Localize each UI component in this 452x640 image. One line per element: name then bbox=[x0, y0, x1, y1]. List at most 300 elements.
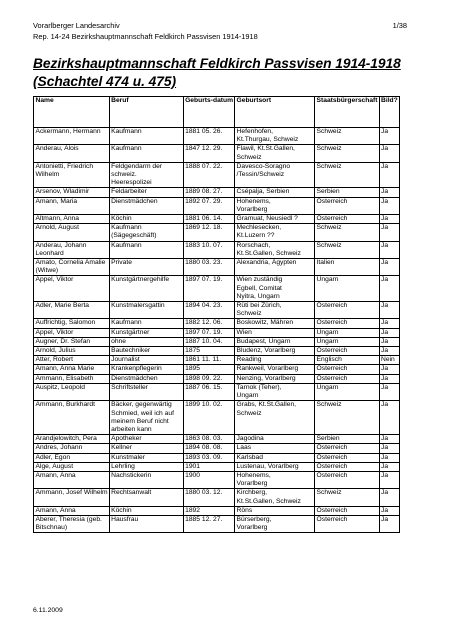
table-row bbox=[34, 128, 400, 145]
cell-staatsbuergerschaft bbox=[315, 515, 379, 532]
cell-beruf bbox=[109, 356, 183, 365]
cell-name bbox=[34, 215, 110, 224]
cell-beruf bbox=[109, 145, 183, 162]
cell-name bbox=[34, 259, 110, 276]
cell-line: Ja bbox=[381, 365, 389, 373]
cell-line: Ja bbox=[381, 506, 389, 514]
archive-name: Vorarlberger Landesarchiv bbox=[33, 21, 120, 30]
table-row bbox=[34, 337, 400, 346]
cell-geburtsort bbox=[235, 259, 315, 276]
cell-line: Köchin bbox=[111, 215, 132, 223]
cell-line: Österreich bbox=[316, 453, 348, 461]
column-header-name bbox=[34, 97, 110, 128]
cell-line: Schweiz bbox=[316, 128, 342, 135]
column-header-staatsbuergerschaft bbox=[315, 97, 379, 128]
cell-geburtsort bbox=[235, 489, 315, 506]
cell-line: Ja bbox=[381, 435, 389, 443]
cell-line: Lustenau, Vorarlberg bbox=[236, 462, 299, 470]
cell-staatsbuergerschaft bbox=[315, 365, 379, 374]
cell-line: 1899 10. 02. bbox=[185, 401, 223, 409]
cell-line: Private bbox=[111, 259, 132, 267]
cell-line: 1880 03. 23. bbox=[185, 259, 223, 267]
cell-line: Kt.Thurgau, Schweiz bbox=[236, 136, 299, 144]
cell-line: Kellner bbox=[111, 444, 132, 452]
cell-line: Österreich bbox=[316, 471, 348, 479]
cell-line: Rankweil, Vorarlberg bbox=[236, 365, 299, 373]
cell-geburtsort bbox=[235, 276, 315, 302]
cell-line: Hohenems, bbox=[236, 471, 271, 479]
cell-line: Rorschach, bbox=[236, 241, 271, 249]
cell-line: Ammann, Josef Wilhelm bbox=[35, 489, 108, 497]
cell-line: 1893 03. 09. bbox=[185, 453, 223, 461]
cell-beruf bbox=[109, 506, 183, 515]
cell-name bbox=[34, 276, 110, 302]
cell-line: meinem Beruf nicht bbox=[111, 417, 169, 425]
cell-bild bbox=[379, 401, 399, 435]
cell-line: Arnold, August bbox=[35, 224, 79, 232]
cell-geburtsort bbox=[235, 128, 315, 145]
cell-beruf bbox=[109, 347, 183, 356]
cell-line: Apotheker bbox=[111, 435, 142, 443]
cell-geburtsort bbox=[235, 453, 315, 462]
cell-staatsbuergerschaft bbox=[315, 259, 379, 276]
cell-staatsbuergerschaft bbox=[315, 197, 379, 214]
cell-geburtsdatum bbox=[183, 188, 234, 197]
cell-geburtsdatum bbox=[183, 356, 234, 365]
cell-line: 1897 07. 19. bbox=[185, 328, 223, 336]
cell-line: Bludenz, Vorarlberg bbox=[236, 347, 296, 355]
cell-line: 1892 bbox=[185, 506, 200, 514]
cell-geburtsdatum bbox=[183, 506, 234, 515]
cell-line: 1861 11. 11. bbox=[185, 356, 222, 364]
cell-bild bbox=[379, 365, 399, 374]
cell-line: Karlsbad bbox=[236, 453, 263, 461]
cell-staatsbuergerschaft bbox=[315, 328, 379, 337]
cell-bild bbox=[379, 471, 399, 488]
cell-line: Österreich bbox=[316, 347, 348, 355]
cell-line: schweiz. bbox=[111, 171, 137, 179]
cell-staatsbuergerschaft bbox=[315, 374, 379, 383]
cell-line: Nenzing, Vorarlberg bbox=[236, 374, 296, 382]
cell-line: Ungarn bbox=[316, 337, 339, 345]
cell-bild bbox=[379, 347, 399, 356]
cell-line: Vorarlberg bbox=[236, 205, 268, 213]
cell-geburtsort bbox=[235, 215, 315, 224]
table-body bbox=[34, 128, 400, 533]
column-header-line: datum bbox=[212, 97, 234, 104]
cell-line: Ja bbox=[381, 374, 389, 382]
cell-bild bbox=[379, 356, 399, 365]
cell-line: ohne bbox=[111, 337, 126, 345]
cell-line: Auspitz, Leopold bbox=[35, 383, 85, 391]
cell-line: Wien zuständig bbox=[236, 276, 283, 284]
cell-line: Vorarlberg bbox=[236, 524, 268, 532]
cell-geburtsdatum bbox=[183, 444, 234, 453]
cell-line: 1863 08. 03. bbox=[185, 435, 223, 443]
cell-geburtsdatum bbox=[183, 515, 234, 532]
cell-line: Ja bbox=[381, 276, 389, 284]
cell-geburtsort bbox=[235, 197, 315, 214]
column-header-line: Geburtsort bbox=[236, 97, 272, 104]
cell-line: Appel, Viktor bbox=[35, 276, 74, 284]
cell-name bbox=[34, 145, 110, 162]
cell-line: Nein bbox=[381, 356, 395, 364]
cell-line: Laas bbox=[236, 444, 252, 452]
table-row bbox=[34, 401, 400, 435]
table-row bbox=[34, 515, 400, 532]
table-row bbox=[34, 188, 400, 197]
cell-line: Ja bbox=[381, 128, 389, 135]
cell-line: Krankenpflegerin bbox=[111, 365, 162, 373]
cell-name bbox=[34, 515, 110, 532]
cell-line: Hefenhofen, bbox=[236, 128, 273, 135]
cell-geburtsdatum bbox=[183, 319, 234, 328]
cell-line: Aberer, Theresia (geb. bbox=[35, 515, 102, 523]
cell-geburtsort bbox=[235, 515, 315, 532]
cell-line: Ammann, Elisabeth bbox=[35, 374, 94, 382]
cell-line: Hohenems, bbox=[236, 197, 271, 205]
cell-geburtsort bbox=[235, 145, 315, 162]
cell-name bbox=[34, 302, 110, 319]
cell-staatsbuergerschaft bbox=[315, 347, 379, 356]
cell-line: Reading bbox=[236, 356, 262, 364]
cell-line: Ja bbox=[381, 162, 389, 170]
cell-line: Augner, Dr. Stefan bbox=[35, 337, 91, 345]
cell-geburtsort bbox=[235, 462, 315, 471]
cell-bild bbox=[379, 188, 399, 197]
cell-geburtsort bbox=[235, 365, 315, 374]
cell-line: Lehrling bbox=[111, 462, 135, 470]
cell-line: Schweiz bbox=[316, 489, 342, 497]
cell-name bbox=[34, 224, 110, 241]
cell-bild bbox=[379, 489, 399, 506]
cell-line: Alexandria, Ägypten bbox=[236, 259, 297, 267]
column-header-bild bbox=[379, 97, 399, 128]
cell-beruf bbox=[109, 453, 183, 462]
cell-line: Amann, Anna bbox=[35, 506, 76, 514]
table-row bbox=[34, 471, 400, 488]
cell-line: Ja bbox=[381, 489, 389, 497]
cell-geburtsdatum bbox=[183, 162, 234, 188]
cell-line: Dienstmädchen bbox=[111, 374, 158, 382]
cell-line: Ja bbox=[381, 259, 389, 267]
cell-staatsbuergerschaft bbox=[315, 383, 379, 400]
cell-geburtsort bbox=[235, 224, 315, 241]
cell-beruf bbox=[109, 224, 183, 241]
cell-line: Tarnok (Teher), bbox=[236, 383, 282, 391]
cell-line: Ja bbox=[381, 328, 389, 336]
cell-staatsbuergerschaft bbox=[315, 444, 379, 453]
cell-staatsbuergerschaft bbox=[315, 224, 379, 241]
column-header-line: Staats bbox=[316, 97, 337, 104]
cell-geburtsdatum bbox=[183, 365, 234, 374]
cell-line: 1901 bbox=[185, 462, 200, 470]
cell-line: Ja bbox=[381, 224, 389, 232]
cell-line: (Sägegeschäft) bbox=[111, 232, 157, 240]
cell-beruf bbox=[109, 128, 183, 145]
cell-line: Amato, Cornelia Amalie bbox=[35, 259, 106, 267]
cell-line: Ja bbox=[381, 471, 389, 479]
cell-name bbox=[34, 319, 110, 328]
cell-beruf bbox=[109, 515, 183, 532]
cell-line: Rechtsanwalt bbox=[111, 489, 152, 497]
cell-line: Kaufmann bbox=[111, 224, 142, 232]
cell-line: Csépalja, Serbien bbox=[236, 188, 290, 196]
cell-bild bbox=[379, 302, 399, 319]
cell-geburtsdatum bbox=[183, 383, 234, 400]
cell-bild bbox=[379, 224, 399, 241]
cell-line: 1875 bbox=[185, 347, 200, 355]
cell-line: Bürserberg, bbox=[236, 515, 272, 523]
cell-staatsbuergerschaft bbox=[315, 489, 379, 506]
table-row bbox=[34, 215, 400, 224]
table-row bbox=[34, 462, 400, 471]
cell-line: Österreich bbox=[316, 515, 348, 523]
cell-geburtsdatum bbox=[183, 471, 234, 488]
cell-line: Arnold, Julius bbox=[35, 347, 76, 355]
cell-bild bbox=[379, 145, 399, 162]
cell-geburtsort bbox=[235, 471, 315, 488]
cell-line: (Witwe) bbox=[35, 267, 59, 275]
cell-line: 1847 12. 29. bbox=[185, 145, 223, 153]
table-row bbox=[34, 319, 400, 328]
cell-line: Heerespolizei bbox=[111, 179, 152, 187]
cell-beruf bbox=[109, 241, 183, 258]
cell-line: Journalist bbox=[111, 356, 140, 364]
cell-line: Ja bbox=[381, 337, 389, 345]
cell-geburtsort bbox=[235, 337, 315, 346]
cell-bild bbox=[379, 444, 399, 453]
cell-geburtsort bbox=[235, 188, 315, 197]
cell-geburtsort bbox=[235, 374, 315, 383]
table-row bbox=[34, 145, 400, 162]
cell-geburtsdatum bbox=[183, 259, 234, 276]
table-row bbox=[34, 162, 400, 188]
cell-line: Schweiz bbox=[316, 401, 342, 409]
cell-line: Schmied, weil ich auf bbox=[111, 409, 174, 417]
cell-line: Schweiz bbox=[316, 241, 342, 249]
cell-line: Kunstmalersgattin bbox=[111, 302, 165, 310]
cell-line: Österreich bbox=[316, 462, 348, 470]
cell-line: Österreich bbox=[316, 506, 348, 514]
cell-line: Atter, Robert bbox=[35, 356, 74, 364]
cell-beruf bbox=[109, 365, 183, 374]
cell-geburtsort bbox=[235, 241, 315, 258]
cell-line: Ja bbox=[381, 444, 389, 452]
cell-staatsbuergerschaft bbox=[315, 453, 379, 462]
cell-name bbox=[34, 471, 110, 488]
cell-line: Budapest, Ungarn bbox=[236, 337, 291, 345]
cell-staatsbuergerschaft bbox=[315, 401, 379, 435]
cell-line: 1900 bbox=[185, 471, 200, 479]
cell-line: Ja bbox=[381, 319, 389, 327]
cell-line: Arandjelowitch, Pera bbox=[35, 435, 97, 443]
cell-beruf bbox=[109, 188, 183, 197]
table-row bbox=[34, 356, 400, 365]
cell-geburtsort bbox=[235, 506, 315, 515]
cell-line: Ja bbox=[381, 145, 389, 153]
cell-line: 1888 07. 22. bbox=[185, 162, 223, 170]
cell-geburtsdatum bbox=[183, 435, 234, 444]
cell-name bbox=[34, 188, 110, 197]
cell-line: Antonietti, Friedrich bbox=[35, 162, 94, 170]
cell-line: Leonhard bbox=[35, 249, 64, 257]
cell-staatsbuergerschaft bbox=[315, 128, 379, 145]
cell-line: arbeiten kann bbox=[111, 425, 152, 433]
cell-line: Schweiz bbox=[236, 153, 262, 161]
cell-geburtsort bbox=[235, 328, 315, 337]
cell-name bbox=[34, 162, 110, 188]
cell-bild bbox=[379, 328, 399, 337]
cell-line: Kunstgärtner bbox=[111, 328, 150, 336]
table-row bbox=[34, 259, 400, 276]
cell-line: Hausfrau bbox=[111, 515, 139, 523]
cell-beruf bbox=[109, 462, 183, 471]
cell-name bbox=[34, 444, 110, 453]
cell-line: 1895 bbox=[185, 365, 200, 373]
cell-line: Ja bbox=[381, 401, 389, 409]
cell-line: Köchin bbox=[111, 506, 132, 514]
cell-geburtsort bbox=[235, 383, 315, 400]
cell-line: Kt.St.Gallen, Schweiz bbox=[236, 497, 301, 505]
cell-line: 1898 09. 22. bbox=[185, 374, 223, 382]
cell-line: Österreich bbox=[316, 319, 348, 327]
cell-line: Ungarn bbox=[236, 392, 259, 400]
table-row bbox=[34, 435, 400, 444]
cell-geburtsdatum bbox=[183, 215, 234, 224]
cell-line: 1887 06. 15. bbox=[185, 383, 223, 391]
cell-line: Schweiz bbox=[236, 310, 262, 318]
table-row bbox=[34, 347, 400, 356]
cell-bild bbox=[379, 383, 399, 400]
cell-line: 1883 10. 07. bbox=[185, 241, 223, 249]
cell-beruf bbox=[109, 302, 183, 319]
column-header-beruf bbox=[109, 97, 183, 128]
cell-bild bbox=[379, 197, 399, 214]
cell-line: Ja bbox=[381, 383, 389, 391]
column-header-line: Name bbox=[35, 97, 54, 104]
cell-line: Nyitra, Ungarn bbox=[236, 292, 280, 300]
cell-line: Arsenov, Wladimir bbox=[35, 188, 90, 196]
cell-beruf bbox=[109, 215, 183, 224]
cell-geburtsort bbox=[235, 401, 315, 435]
cell-line: Schweiz bbox=[316, 162, 342, 170]
cell-geburtsdatum bbox=[183, 401, 234, 435]
cell-beruf bbox=[109, 319, 183, 328]
cell-line: Serbien bbox=[316, 435, 340, 443]
cell-bild bbox=[379, 337, 399, 346]
cell-beruf bbox=[109, 401, 183, 435]
cell-line: Dienstmädchen bbox=[111, 197, 158, 205]
cell-name bbox=[34, 374, 110, 383]
cell-line: Jagodina bbox=[236, 435, 264, 443]
cell-line: Schweiz bbox=[236, 409, 262, 417]
cell-line: /Tessin/Schweiz bbox=[236, 171, 285, 179]
cell-line: Ja bbox=[381, 241, 389, 249]
cell-geburtsdatum bbox=[183, 489, 234, 506]
cell-bild bbox=[379, 241, 399, 258]
cell-bild bbox=[379, 453, 399, 462]
cell-bild bbox=[379, 162, 399, 188]
cell-geburtsdatum bbox=[183, 224, 234, 241]
cell-staatsbuergerschaft bbox=[315, 435, 379, 444]
cell-line: Nachstickerin bbox=[111, 471, 152, 479]
cell-name bbox=[34, 462, 110, 471]
column-header-geburtsdatum bbox=[183, 97, 234, 128]
column-header-line: schaft bbox=[357, 97, 378, 104]
table-row bbox=[34, 383, 400, 400]
cell-name bbox=[34, 337, 110, 346]
cell-line: Österreich bbox=[316, 302, 348, 310]
cell-name bbox=[34, 506, 110, 515]
cell-staatsbuergerschaft bbox=[315, 215, 379, 224]
cell-geburtsdatum bbox=[183, 197, 234, 214]
cell-line: Boskowitz, Mähren bbox=[236, 319, 294, 327]
cell-line: Kunstgärtnergehilfe bbox=[111, 276, 170, 284]
cell-bild bbox=[379, 319, 399, 328]
cell-line: Adler, Marie Berta bbox=[35, 302, 90, 310]
table-row bbox=[34, 444, 400, 453]
cell-beruf bbox=[109, 444, 183, 453]
cell-bild bbox=[379, 215, 399, 224]
cell-line: Kaufmann bbox=[111, 241, 142, 249]
cell-staatsbuergerschaft bbox=[315, 319, 379, 328]
cell-beruf bbox=[109, 328, 183, 337]
cell-line: Andres, Johann bbox=[35, 444, 83, 452]
cell-geburtsort bbox=[235, 347, 315, 356]
table-row bbox=[34, 224, 400, 241]
cell-line: Egbell, Comitat bbox=[236, 284, 282, 292]
cell-staatsbuergerschaft bbox=[315, 337, 379, 346]
cell-name bbox=[34, 128, 110, 145]
cell-line: Kaufmann bbox=[111, 128, 142, 135]
cell-name bbox=[34, 241, 110, 258]
cell-line: Ja bbox=[381, 215, 389, 223]
cell-name bbox=[34, 453, 110, 462]
cell-geburtsdatum bbox=[183, 276, 234, 302]
cell-line: Ungarn bbox=[316, 328, 339, 336]
cell-geburtsdatum bbox=[183, 337, 234, 346]
table-row bbox=[34, 302, 400, 319]
cell-beruf bbox=[109, 489, 183, 506]
cell-bild bbox=[379, 462, 399, 471]
table-row bbox=[34, 276, 400, 302]
cell-beruf bbox=[109, 435, 183, 444]
cell-line: Serbien bbox=[316, 188, 340, 196]
cell-line: Ja bbox=[381, 462, 389, 470]
cell-line: Schweiz bbox=[316, 224, 342, 232]
cell-line: Kunstmaler bbox=[111, 453, 145, 461]
table-row bbox=[34, 241, 400, 258]
cell-geburtsort bbox=[235, 162, 315, 188]
cell-geburtsort bbox=[235, 444, 315, 453]
cell-line: Bitschnau) bbox=[35, 524, 68, 532]
cell-name bbox=[34, 356, 110, 365]
cell-staatsbuergerschaft bbox=[315, 471, 379, 488]
cell-line: Ja bbox=[381, 453, 389, 461]
cell-geburtsort bbox=[235, 356, 315, 365]
cell-line: Italien bbox=[316, 259, 335, 267]
cell-line: Kirchberg, bbox=[236, 489, 268, 497]
cell-line: 1889 08. 27. bbox=[185, 188, 223, 196]
cell-line: Alge, August bbox=[35, 462, 74, 470]
cell-beruf bbox=[109, 259, 183, 276]
cell-line: 1880 03. 12. bbox=[185, 489, 223, 497]
cell-line: Kt.St.Gallen, Schweiz bbox=[236, 249, 301, 257]
cell-name bbox=[34, 383, 110, 400]
cell-line: Anderau, Johann bbox=[35, 241, 87, 249]
cell-geburtsdatum bbox=[183, 462, 234, 471]
